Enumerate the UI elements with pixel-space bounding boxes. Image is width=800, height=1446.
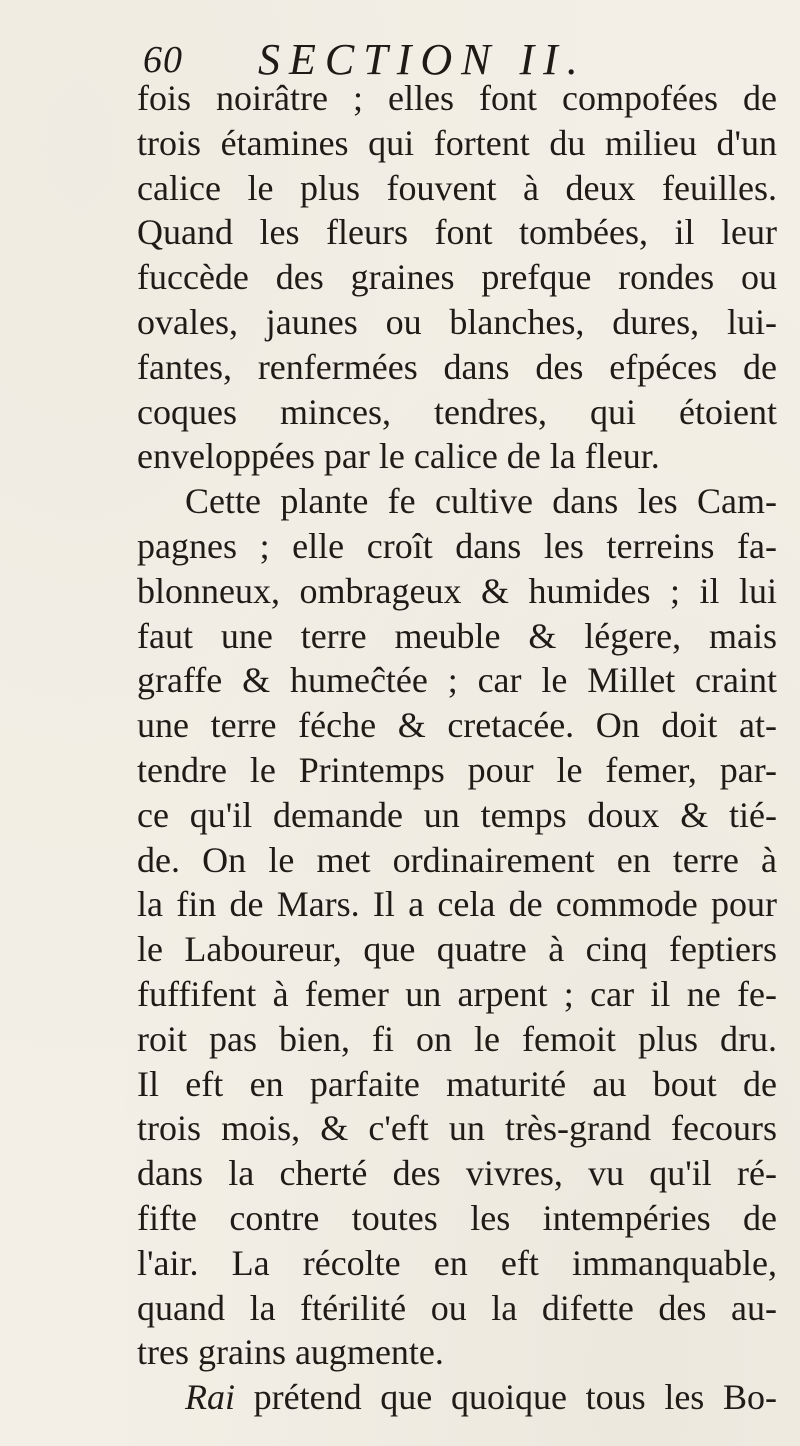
text-line-rest: prétend que quoique tous les Bo- [235, 1377, 777, 1418]
text-line: la fin de Mars. Il a cela de commode pour [137, 884, 777, 925]
text-line: fuccède des graines prefque rondes ou [137, 257, 777, 298]
text-line: tendre le Printemps pour le femer, par- [137, 749, 777, 790]
body-text [137, 76, 777, 1420]
text-line: Cette plante fe cultive dans les Cam- [185, 481, 777, 522]
text-line-final [137, 1375, 777, 1420]
text-line: quand la ftérilité ou la difette des au- [137, 1287, 777, 1328]
text-line: pagnes ; elle croît dans les terreins fa- [137, 525, 777, 566]
text-line: calice le plus fouvent à deux feuilles. [137, 167, 777, 208]
text-line: de. On le met ordinairement en terre à [137, 839, 777, 880]
text-line: ovales, jaunes ou blanches, dures, lui- [137, 301, 777, 342]
text-line: dans la cherté des vivres, vu qu'il ré- [137, 1153, 777, 1194]
text-line: le Laboureur, que quatre à cinq feptiers [137, 929, 777, 970]
text-line: faut une terre meuble & légere, mais [137, 615, 777, 656]
text-line: l'air. La récolte en eft immanquable, [137, 1242, 777, 1283]
text-line: blonneux, ombrageux & humides ; il lui [137, 570, 777, 611]
page-number: 60 [143, 39, 183, 81]
text-line: fantes, renfermées dans des efpéces de [137, 346, 777, 387]
text-line: enveloppées par le calice de la fleur. [137, 436, 660, 477]
text-line: ce qu'il demande un temps doux & tié- [137, 794, 777, 835]
text-line: tres grains augmente. [137, 1332, 444, 1373]
text-line: roit pas bien, fi on le femoit plus dru. [137, 1018, 777, 1059]
author-name: Rai [185, 1377, 235, 1418]
text-line: trois étamines qui fortent du milieu d'un [137, 122, 777, 163]
text-line: fuffifent à femer un arpent ; car il ne fe- [137, 973, 777, 1014]
running-title: SECTION II. [258, 35, 587, 84]
text-line: Il eft en parfaite maturité au bout de [137, 1063, 777, 1104]
text-line: graffe & humeĉtée ; car le Millet craint [137, 660, 777, 701]
text-line: Quand les fleurs font tombées, il leur [137, 212, 777, 253]
text-line: coques minces, tendres, qui étoient [137, 391, 777, 432]
text-line: fifte contre toutes les intempéries de [137, 1197, 777, 1238]
text-line: une terre féche & cretacée. On doit at- [137, 705, 777, 746]
text-line: fois noirâtre ; elles font compofées de [137, 78, 777, 118]
text-line: trois mois, & c'eft un très-grand fecours [137, 1108, 777, 1149]
